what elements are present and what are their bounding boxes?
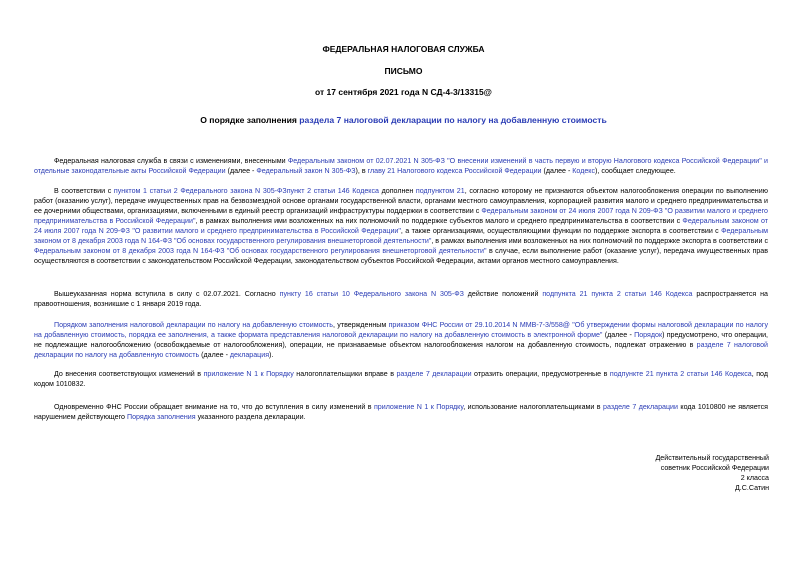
signature-block (609, 453, 769, 493)
text: отразить операции, предусмотренные в (471, 370, 610, 378)
law-link[interactable]: Федеральным законом от 24 июля 2007 года N 209-ФЗ "О развитии малого и среднего предпринимательства в Российской Федерации" (34, 217, 768, 235)
law-link[interactable]: пункту 16 статьи 10 Федерального закона N 305-ФЗ (279, 290, 464, 298)
text: , в рамках выполнения ими возложенных на них полномочий по поддержке субъектов малого и среднего предпринимательства в соответствии с (195, 217, 683, 225)
code-article-link[interactable]: пункт 2 статьи 146 Кодекса (286, 187, 379, 195)
subparagraph-link[interactable]: подпунктом 21 (415, 187, 465, 195)
text: , согласно которому не признаются объектом налогообложения операции по выполнению работ (оказанию услуг), передаче имущественных прав на безвозмездной основе органами государственной власти, органами местного самоуправления, корпорацией развития малого и среднего предпринимательства и ее дочерними обществами, организациями, включенными в единый реестр организаций инфраструктуры поддержки в соответствии с (34, 187, 769, 215)
order-link[interactable]: приказом ФНС России от 29.10.2014 N ММВ-7-3/558@ "Об утверждении формы налоговой декларации по налогу на добавленную стоимость, порядка ее заполнения, а также формата представления налоговой декларации по налогу на добавленную стоимость в электронной форме" (34, 321, 768, 339)
text: (далее - (199, 351, 230, 359)
procedure-short-link[interactable]: Порядок (634, 331, 663, 339)
text: в случае, если выполнение работ (оказание услуг), передача имущественных прав осуществляются в соответствии с законодательством Российской Федерации, законодательством субъектов Российской Федерации, актами органов местного самоуправления. (34, 247, 768, 265)
paragraph-4 (34, 320, 768, 360)
law-link[interactable]: Федеральным законом от 8 декабря 2003 года N 164-ФЗ "Об основах государственного регулирования внешнеторговой деятельности" (34, 227, 768, 245)
text: (далее - (225, 167, 257, 175)
code-article-link[interactable]: подпункта 21 пункта 2 статьи 146 Кодекса (542, 290, 693, 298)
law-link[interactable]: Федеральный закон N 305-ФЗ (256, 167, 356, 175)
law-link[interactable]: пунктом 1 статьи 2 Федерального закона N 305-ФЗ (113, 187, 287, 195)
doc-type-heading: ПИСЬМО (384, 66, 423, 76)
text: дополнен (378, 187, 416, 195)
text: , использование налогоплательщиками в (463, 403, 604, 411)
paragraph-1 (34, 156, 768, 176)
law-link[interactable]: Федеральным законом от 8 декабря 2003 года N 164-ФЗ "Об основах государственного регулирования внешнеторговой деятельности" (34, 247, 487, 255)
text: кода 1010800 не является нарушением действующего (34, 403, 768, 421)
declaration-link[interactable]: декларация (229, 351, 270, 359)
title-prefix: О порядке заполнения (200, 115, 300, 125)
appendix-link[interactable]: приложение N 1 к Порядку (373, 403, 464, 411)
signature-line-2: советник Российской Федерации (660, 464, 769, 472)
title-link[interactable]: раздела 7 налоговой декларации по налогу на добавленную стоимость (299, 115, 607, 125)
law-link[interactable]: Федеральным законом от 24 июля 2007 года N 209-ФЗ "О развитии малого и среднего предпринимательства в Российской Федерации" (34, 207, 768, 225)
text: ), в (355, 167, 368, 175)
text: В соответствии с (54, 187, 114, 195)
paragraph-5 (34, 369, 768, 389)
paragraph-3 (34, 289, 768, 309)
code-article-link[interactable]: подпункте 21 пункта 2 статьи 146 Кодекса (609, 370, 752, 378)
text: ), сообщает следующее. (595, 167, 676, 175)
document-title (0, 115, 807, 126)
text: , а также организациями, осуществляющими функции по поддержке экспорта в соответствии с (400, 227, 722, 235)
paragraph-6 (34, 402, 768, 422)
text: ). (269, 351, 274, 359)
text: До внесения соответствующих изменений в (54, 370, 204, 378)
procedure-link[interactable]: Порядка заполнения (126, 413, 196, 421)
text: ) предусмотрено, что операции, не подлежащие налогообложению (освобождаемые от налогообложения), операции, не признаваемые объектом налогообложения налогом на добавленную стоимость, подлежат отражению в (34, 331, 769, 349)
appendix-link[interactable]: приложение N 1 к Порядку (203, 370, 294, 378)
signature-line-3: 2 класса (740, 474, 769, 482)
law-link[interactable]: Федеральным законом от 02.07.2021 N 305-ФЗ "О внесении изменений в часть первую и вторую Налогового кодекса Российской Федерации" и отдельные законодательные акты Российской Федерации (34, 157, 768, 175)
text: Вышеуказанная норма вступила в силу с 02.07.2021. Согласно (54, 290, 280, 298)
text: указанного раздела декларации. (195, 413, 306, 421)
signature-name: Д.С.Сатин (735, 484, 769, 492)
section-link[interactable]: разделе 7 декларации (396, 370, 472, 378)
code-link[interactable]: Кодекс (572, 167, 596, 175)
text: (далее - (541, 167, 573, 175)
text: распространяется на правоотношения, возникшие с 1 января 2019 года. (34, 290, 768, 308)
text: действие положений (463, 290, 543, 298)
text: , в рамках выполнения ими возложенных на них полномочий по поддержке экспорта в соответствии с (431, 237, 768, 245)
text: налогоплательщики вправе в (293, 370, 397, 378)
section-link[interactable]: разделе 7 налоговой декларации по налогу на добавленную стоимость (34, 341, 769, 359)
text: Федеральная налоговая служба в связи с изменениями, внесенными (54, 157, 288, 165)
procedure-link[interactable]: Порядком заполнения налоговой декларации по налогу на добавленную стоимость (54, 321, 334, 329)
date-number-heading: от 17 сентября 2021 года N СД-4-3/13315@ (315, 87, 492, 97)
text: Одновременно ФНС России обращает внимание на то, что до вступления в силу изменений в (54, 403, 374, 411)
text: (далее - (602, 331, 635, 339)
text: , под кодом 1010832. (34, 370, 768, 388)
text: , утвержденным (333, 321, 389, 329)
agency-heading: ФЕДЕРАЛЬНАЯ НАЛОГОВАЯ СЛУЖБА (322, 44, 485, 54)
paragraph-2 (34, 186, 768, 266)
section-link[interactable]: разделе 7 декларации (603, 403, 678, 411)
code-chapter-link[interactable]: главу 21 Налогового кодекса Российской Федерации (367, 167, 542, 175)
signature-line-1: Действительный государственный (655, 454, 769, 462)
